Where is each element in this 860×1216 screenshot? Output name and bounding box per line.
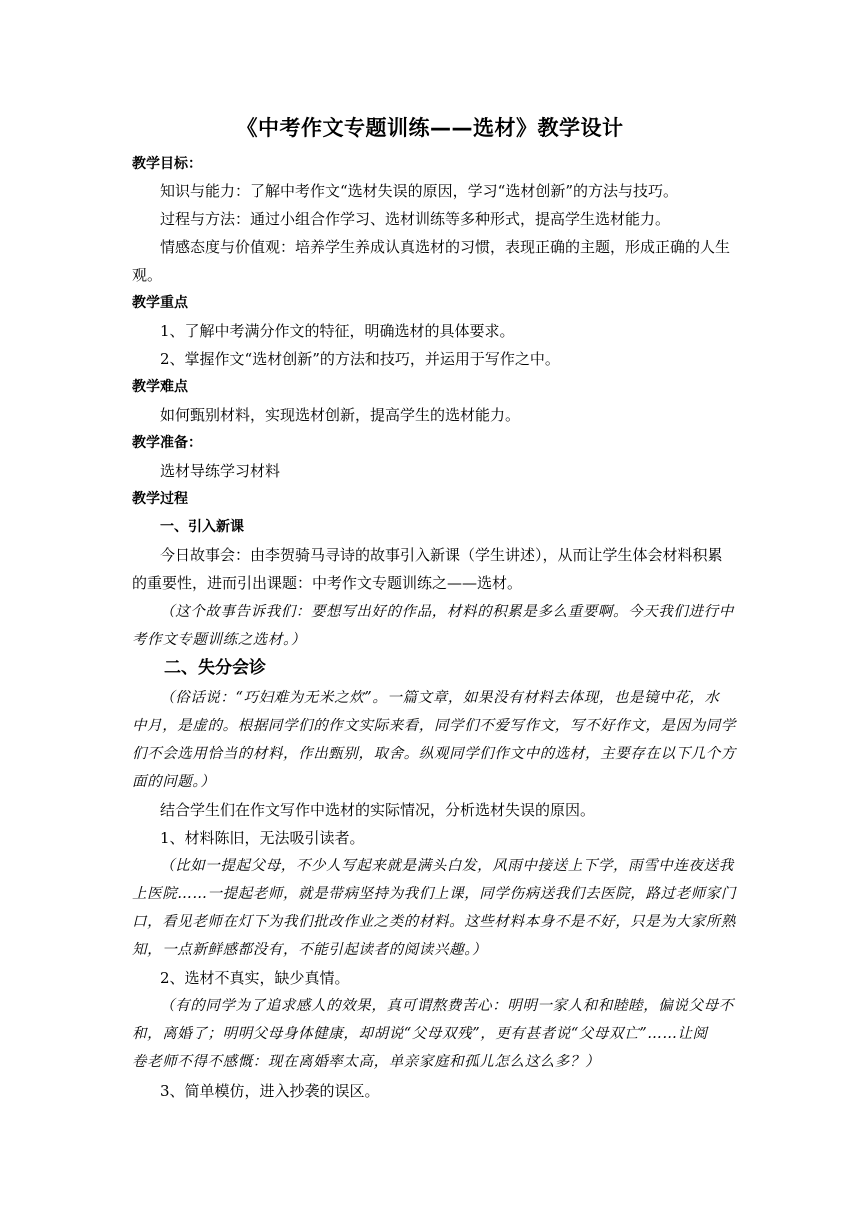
goal-process: 过程与方法：通过小组合作学习、选材训练等多种形式，提高学生选材能力。: [160, 210, 671, 228]
section-heading-key-points: 教学重点: [132, 295, 188, 311]
step-2-heading: 二、失分会诊: [164, 658, 266, 678]
step-2-note-line-3: 们不会选用恰当的材料，作出甄别，取舍。纵观同学们作文中的选材，主要存在以下几个方: [132, 746, 736, 762]
step-2-note-line-1: （俗话说：“巧妇难为无米之炊”。一篇文章，如果没有材料去体现，也是镜中花，水: [160, 690, 720, 706]
cause-1-note-line-2: 上医院……一提起老师，就是带病坚持为我们上课，同学伤病送我们去医院，路过老师家门: [132, 886, 736, 902]
step-2-note-line-4: 面的问题。）: [132, 774, 216, 790]
step-1-note-line-1: （这个故事告诉我们：要想写出好的作品，材料的积累是多么重要啊。今天我们进行中: [160, 604, 734, 620]
section-heading-preparation: 教学准备：: [132, 435, 202, 451]
step-2-note-line-2: 中月，是虚的。根据同学们的作文实际来看，同学们不爱写作文，写不好作文，是因为同学: [132, 718, 736, 734]
step-1-paragraph-line-2: 的重要性，进而引出课题：中考作文专题训练之——选材。: [132, 574, 523, 592]
goal-knowledge: 知识与能力：了解中考作文“选材失误的原因，学习“选材创新”的方法与技巧。: [160, 182, 679, 200]
cause-1-note-line-3: 口，看见老师在灯下为我们批改作业之类的材料。这些材料本身不是不好，只是为大家所熟: [132, 914, 736, 930]
step-1-note-line-2: 考作文专题训练之选材。）: [132, 632, 306, 648]
section-heading-process: 教学过程: [132, 491, 188, 507]
cause-1-heading: 1、材料陈旧，无法吸引读者。: [160, 829, 365, 847]
cause-2-note-line-1: （有的同学为了追求感人的效果，真可谓熬费苦心：明明一家人和和睦睦，偏说父母不: [160, 998, 734, 1014]
document-title: 《中考作文专题训练——选材》教学设计: [236, 116, 624, 140]
section-heading-difficulties: 教学难点: [132, 379, 188, 395]
step-2-paragraph: 结合学生们在作文写作中选材的实际情况，分析选材失误的原因。: [160, 801, 596, 819]
step-1-heading: 一、引入新课: [160, 519, 244, 535]
key-point-2: 2、掌握作文“选材创新”的方法和技巧，并运用于写作之中。: [160, 350, 560, 368]
section-heading-goals: 教学目标：: [132, 156, 202, 172]
cause-2-note-line-3: 卷老师不得不感慨：现在离婚率太高，单亲家庭和孤儿怎么这么多？）: [132, 1054, 601, 1070]
preparation-1: 选材导练学习材料: [160, 462, 281, 480]
cause-2-note-line-2: 和，离婚了；明明父母身体健康，却胡说“父母双残”，更有甚者说“父母双亡”……让阅: [132, 1026, 708, 1042]
cause-3-heading: 3、简单模仿，进入抄袭的误区。: [160, 1082, 380, 1100]
difficulty-1: 如何甄别材料，实现选材创新，提高学生的选材能力。: [160, 406, 521, 424]
goal-attitude-line-1: 情感态度与价值观：培养学生养成认真选材的习惯，表现正确的主题，形成正确的人生: [160, 238, 731, 256]
cause-2-heading: 2、选材不真实，缺少真情。: [160, 969, 350, 987]
cause-1-note-line-1: （比如一提起父母，不少人写起来就是满头白发，风雨中接送上下学，雨雪中连夜送我: [160, 858, 734, 874]
goal-attitude-line-2: 观。: [132, 266, 163, 284]
step-1-paragraph-line-1: 今日故事会：由李贺骑马寻诗的故事引入新课（学生讲述），从而让学生体会材料积累: [160, 546, 723, 564]
key-point-1: 1、了解中考满分作文的特征，明确选材的具体要求。: [160, 322, 515, 340]
cause-1-note-line-4: 知，一点新鲜感都没有，不能引起读者的阅读兴趣。）: [132, 942, 488, 958]
